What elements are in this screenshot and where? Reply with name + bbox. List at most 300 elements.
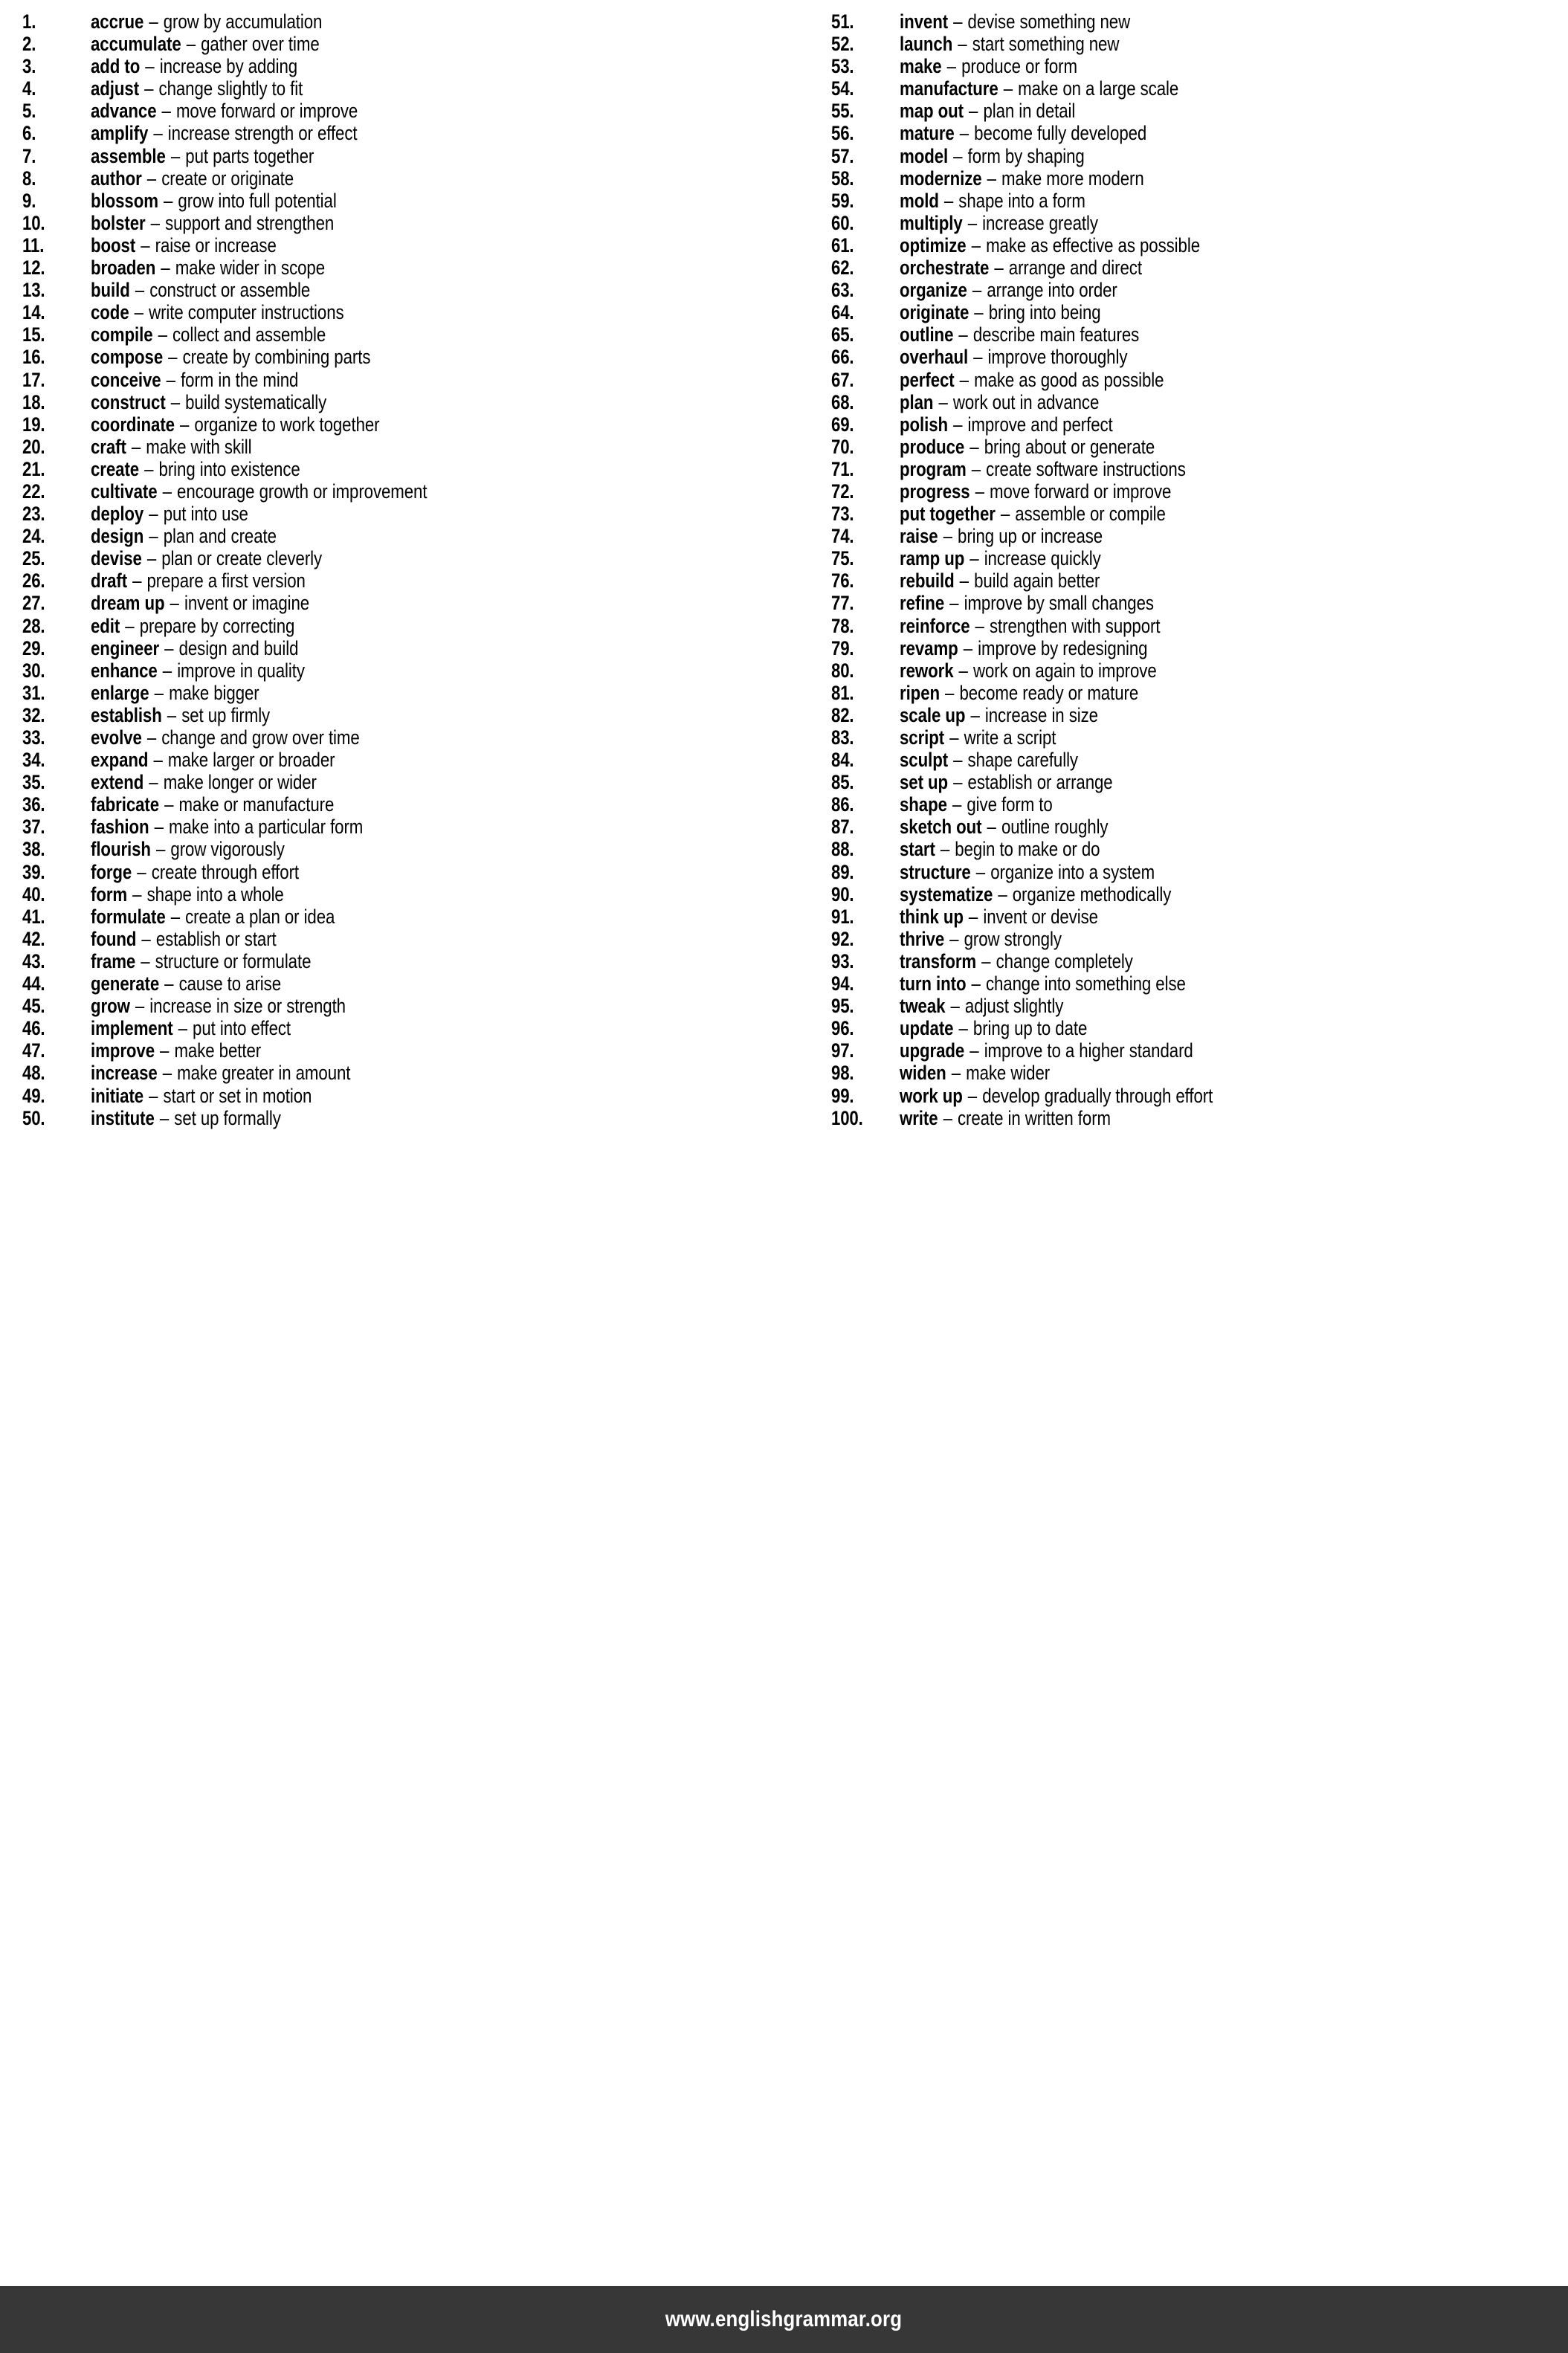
vocabulary-definition: write computer instructions bbox=[149, 301, 344, 324]
list-item-body bbox=[91, 77, 303, 100]
term-definition-separator: – bbox=[971, 233, 981, 256]
list-item-body bbox=[900, 525, 1103, 547]
list-item-body bbox=[91, 122, 357, 144]
vocabulary-definition: establish or start bbox=[155, 927, 277, 950]
list-item-body bbox=[900, 391, 1099, 413]
term-definition-separator: – bbox=[998, 882, 1007, 906]
list-item-body bbox=[900, 861, 1155, 883]
term-definition-separator: – bbox=[146, 726, 157, 749]
list-item-number: 49. bbox=[22, 1084, 45, 1107]
vocabulary-definition: produce or form bbox=[961, 55, 1077, 78]
list-item bbox=[22, 704, 788, 726]
list-item-number: 67. bbox=[831, 368, 854, 391]
list-item-body bbox=[91, 190, 337, 212]
term-definition-separator: – bbox=[132, 882, 142, 906]
list-item bbox=[831, 413, 1568, 436]
list-item-body bbox=[900, 995, 1063, 1017]
list-item bbox=[831, 704, 1568, 726]
vocabulary-term: revamp bbox=[900, 636, 958, 659]
term-definition-separator: – bbox=[953, 413, 963, 436]
list-item bbox=[22, 145, 788, 167]
list-item-number: 37. bbox=[22, 816, 45, 839]
vocabulary-term: build bbox=[91, 279, 130, 302]
vocabulary-definition: set up firmly bbox=[181, 703, 271, 726]
term-definition-separator: – bbox=[946, 55, 957, 78]
vocabulary-definition: increase strength or effect bbox=[167, 122, 358, 145]
list-item-body bbox=[91, 525, 277, 547]
list-item-body bbox=[91, 816, 363, 838]
list-item-body bbox=[91, 906, 335, 928]
term-definition-separator: – bbox=[949, 592, 959, 615]
term-definition-separator: – bbox=[973, 346, 983, 369]
list-item-body bbox=[900, 1107, 1111, 1129]
vocabulary-term: form bbox=[91, 882, 128, 906]
vocabulary-term: progress bbox=[900, 480, 970, 503]
list-item bbox=[22, 547, 788, 569]
term-definition-separator: – bbox=[178, 1017, 188, 1040]
term-definition-separator: – bbox=[146, 547, 157, 570]
list-item-number: 16. bbox=[22, 346, 45, 369]
list-item bbox=[831, 145, 1568, 167]
list-item-body bbox=[91, 346, 370, 368]
list-item bbox=[22, 569, 788, 592]
list-item-body bbox=[900, 234, 1200, 256]
vocabulary-term: blossom bbox=[91, 189, 158, 212]
list-item bbox=[831, 615, 1568, 637]
term-definition-separator: – bbox=[949, 726, 959, 749]
list-item-body bbox=[900, 10, 1130, 33]
term-definition-separator: – bbox=[170, 905, 181, 928]
list-item bbox=[22, 301, 788, 323]
list-item bbox=[831, 10, 1568, 33]
term-definition-separator: – bbox=[958, 659, 968, 682]
term-definition-separator: – bbox=[981, 949, 991, 972]
term-definition-separator: – bbox=[943, 1106, 952, 1129]
term-definition-separator: – bbox=[162, 1062, 172, 1085]
vocabulary-definition: encourage growth or improvement bbox=[177, 480, 428, 503]
term-definition-separator: – bbox=[161, 100, 171, 123]
term-definition-separator: – bbox=[132, 569, 142, 593]
vocabulary-definition: develop gradually through effort bbox=[982, 1084, 1213, 1107]
list-item-number: 11. bbox=[22, 233, 45, 256]
list-item-body bbox=[91, 1062, 350, 1084]
list-item bbox=[22, 346, 788, 368]
list-item bbox=[831, 995, 1568, 1017]
term-definition-separator: – bbox=[959, 569, 969, 593]
list-item-number: 84. bbox=[831, 749, 854, 772]
list-item bbox=[22, 816, 788, 838]
term-definition-separator: – bbox=[144, 77, 154, 100]
term-definition-separator: – bbox=[945, 681, 955, 704]
vocabulary-definition: support and strengthen bbox=[165, 211, 335, 234]
list-item-body bbox=[900, 346, 1127, 368]
term-definition-separator: – bbox=[150, 211, 161, 234]
list-item bbox=[831, 1107, 1568, 1129]
list-item-body bbox=[91, 838, 285, 860]
term-definition-separator: – bbox=[958, 323, 968, 346]
vocabulary-definition: collect and assemble bbox=[172, 323, 326, 346]
list-item-number: 46. bbox=[22, 1017, 45, 1040]
list-item-number: 31. bbox=[22, 681, 45, 704]
vocabulary-term: generate bbox=[91, 972, 160, 995]
term-definition-separator: – bbox=[952, 793, 962, 816]
list-item bbox=[831, 525, 1568, 547]
list-item bbox=[22, 436, 788, 458]
term-definition-separator: – bbox=[972, 279, 982, 302]
list-item-body bbox=[91, 861, 299, 883]
term-definition-separator: – bbox=[170, 144, 181, 167]
vocabulary-definition: describe main features bbox=[972, 323, 1140, 346]
list-item-number: 91. bbox=[831, 905, 854, 928]
list-item-number: 21. bbox=[22, 457, 45, 480]
vocabulary-term: polish bbox=[900, 413, 949, 436]
list-item-body bbox=[900, 682, 1138, 704]
list-item-body bbox=[91, 569, 306, 592]
list-item bbox=[22, 256, 788, 279]
vocabulary-definition: plan in detail bbox=[983, 100, 1076, 123]
vocabulary-definition: make into a particular form bbox=[169, 816, 364, 839]
vocabulary-definition: establish or arrange bbox=[967, 771, 1113, 794]
term-definition-separator: – bbox=[975, 860, 986, 883]
list-item-body bbox=[900, 480, 1171, 503]
list-item-number: 28. bbox=[22, 614, 45, 637]
vocabulary-term: improve bbox=[91, 1039, 155, 1062]
list-item-body bbox=[91, 212, 334, 234]
term-definition-separator: – bbox=[969, 435, 979, 458]
vocabulary-term: orchestrate bbox=[900, 256, 990, 280]
list-item bbox=[22, 1017, 788, 1039]
vocabulary-term: tweak bbox=[900, 995, 946, 1018]
list-item bbox=[22, 749, 788, 771]
vocabulary-term: enhance bbox=[91, 659, 158, 682]
vocabulary-definition: improve by small changes bbox=[964, 592, 1154, 615]
list-item-number: 4. bbox=[22, 77, 36, 100]
list-item-body bbox=[91, 749, 335, 771]
vocabulary-definition: put parts together bbox=[185, 144, 314, 167]
vocabulary-definition: create software instructions bbox=[986, 457, 1186, 480]
list-item-number: 93. bbox=[831, 949, 854, 972]
list-item bbox=[22, 234, 788, 256]
list-item-body bbox=[900, 323, 1139, 346]
vocabulary-definition: structure or formulate bbox=[155, 949, 312, 972]
vocabulary-definition: increase in size or strength bbox=[149, 995, 346, 1018]
list-item-number: 56. bbox=[831, 122, 854, 145]
list-item-number: 30. bbox=[22, 659, 45, 682]
term-definition-separator: – bbox=[134, 301, 144, 324]
vocabulary-term: ripen bbox=[900, 681, 941, 704]
list-item-number: 77. bbox=[831, 592, 854, 615]
vocabulary-term: expand bbox=[91, 749, 149, 772]
term-definition-separator: – bbox=[164, 636, 174, 659]
list-item bbox=[22, 637, 788, 659]
list-item bbox=[831, 436, 1568, 458]
list-item bbox=[831, 771, 1568, 793]
list-item-body bbox=[91, 726, 360, 749]
list-item-number: 92. bbox=[831, 927, 854, 950]
term-definition-separator: – bbox=[141, 949, 150, 972]
vocabulary-term: perfect bbox=[900, 368, 955, 391]
list-item bbox=[831, 212, 1568, 234]
vocabulary-term: write bbox=[900, 1106, 938, 1129]
list-item bbox=[22, 458, 788, 480]
list-item bbox=[831, 503, 1568, 525]
vocabulary-definition: put into use bbox=[163, 503, 248, 526]
term-definition-separator: – bbox=[963, 636, 973, 659]
vocabulary-term: accrue bbox=[91, 10, 144, 33]
list-item-number: 45. bbox=[22, 995, 45, 1018]
list-item bbox=[831, 122, 1568, 144]
list-item-body bbox=[91, 1017, 291, 1039]
list-item bbox=[831, 1017, 1568, 1039]
vocabulary-definition: make better bbox=[174, 1039, 262, 1062]
list-item-number: 2. bbox=[22, 33, 36, 56]
list-item bbox=[831, 167, 1568, 190]
vocabulary-term: modernize bbox=[900, 167, 982, 190]
vocabulary-definition: strengthen with support bbox=[989, 614, 1161, 637]
vocabulary-term: design bbox=[91, 525, 144, 548]
list-item-body bbox=[91, 323, 326, 346]
term-definition-separator: – bbox=[953, 144, 963, 167]
vocabulary-term: launch bbox=[900, 33, 953, 56]
list-item-body bbox=[91, 547, 322, 569]
vocabulary-term: thrive bbox=[900, 927, 945, 950]
term-definition-separator: – bbox=[149, 1084, 158, 1107]
vocabulary-term: turn into bbox=[900, 972, 967, 995]
list-item bbox=[831, 838, 1568, 860]
term-definition-separator: – bbox=[969, 1039, 979, 1062]
list-item-number: 50. bbox=[22, 1106, 45, 1129]
list-item bbox=[831, 234, 1568, 256]
list-item bbox=[831, 793, 1568, 816]
list-item-number: 38. bbox=[22, 838, 45, 861]
vocabulary-definition: make as good as possible bbox=[974, 368, 1164, 391]
vocabulary-definition: move forward or improve bbox=[175, 100, 358, 123]
vocabulary-term: upgrade bbox=[900, 1039, 965, 1062]
list-item-body bbox=[900, 771, 1113, 793]
vocabulary-term: assemble bbox=[91, 144, 166, 167]
list-item-number: 44. bbox=[22, 972, 45, 995]
vocabulary-term: forge bbox=[91, 860, 132, 883]
term-definition-separator: – bbox=[967, 211, 978, 234]
vocabulary-definition: start something new bbox=[972, 33, 1120, 56]
list-item bbox=[831, 861, 1568, 883]
list-item-number: 99. bbox=[831, 1084, 854, 1107]
list-item-number: 95. bbox=[831, 995, 854, 1018]
list-item-number: 53. bbox=[831, 55, 854, 78]
term-definition-separator: – bbox=[125, 614, 135, 637]
list-item-body bbox=[91, 10, 322, 33]
vocabulary-definition: make greater in amount bbox=[177, 1062, 351, 1085]
list-item-body bbox=[900, 436, 1155, 458]
vocabulary-definition: increase quickly bbox=[984, 547, 1101, 570]
list-item-body bbox=[900, 928, 1062, 950]
vocabulary-definition: move forward or improve bbox=[990, 480, 1172, 503]
list-item bbox=[22, 972, 788, 995]
list-item-body bbox=[900, 279, 1117, 301]
vocabulary-definition: increase greatly bbox=[982, 211, 1098, 234]
term-definition-separator: – bbox=[953, 771, 963, 794]
list-item-number: 63. bbox=[831, 279, 854, 302]
list-item-number: 79. bbox=[831, 636, 854, 659]
list-item-number: 97. bbox=[831, 1039, 854, 1062]
vocabulary-definition: bring about or generate bbox=[984, 435, 1155, 458]
term-definition-separator: – bbox=[162, 480, 172, 503]
list-item-body bbox=[91, 995, 346, 1017]
term-definition-separator: – bbox=[975, 480, 985, 503]
vocabulary-term: overhaul bbox=[900, 346, 969, 369]
list-item-body bbox=[900, 726, 1056, 749]
vocabulary-term: devise bbox=[91, 547, 142, 570]
list-item-body bbox=[91, 458, 300, 480]
list-item-number: 72. bbox=[831, 480, 854, 503]
vocabulary-term: advance bbox=[91, 100, 157, 123]
list-item bbox=[831, 256, 1568, 279]
list-item-body bbox=[900, 838, 1100, 860]
list-item-body bbox=[900, 659, 1157, 682]
list-item-body bbox=[91, 256, 325, 279]
list-item bbox=[22, 592, 788, 614]
list-item-body bbox=[91, 413, 380, 436]
vocabulary-definition: bring up or increase bbox=[958, 525, 1103, 548]
vocabulary-term: author bbox=[91, 167, 142, 190]
term-definition-separator: – bbox=[959, 368, 969, 391]
list-item-body bbox=[91, 167, 294, 190]
term-definition-separator: – bbox=[164, 793, 174, 816]
vocabulary-definition: build again better bbox=[974, 569, 1100, 593]
vocabulary-definition: grow by accumulation bbox=[163, 10, 323, 33]
list-item-body bbox=[91, 928, 277, 950]
list-item bbox=[22, 167, 788, 190]
vocabulary-term: manufacture bbox=[900, 77, 998, 100]
vocabulary-term: add to bbox=[91, 55, 141, 78]
vocabulary-definition: plan or create cleverly bbox=[161, 547, 323, 570]
vocabulary-definition: devise something new bbox=[967, 10, 1131, 33]
list-item-number: 90. bbox=[831, 882, 854, 906]
vocabulary-definition: change and grow over time bbox=[161, 726, 360, 749]
list-item-body bbox=[91, 55, 297, 77]
vocabulary-definition: bring into existence bbox=[158, 457, 300, 480]
list-item-number: 73. bbox=[831, 503, 854, 526]
list-item-number: 65. bbox=[831, 323, 854, 346]
list-item-body bbox=[91, 145, 314, 167]
list-item-number: 71. bbox=[831, 457, 854, 480]
word-list-column-left bbox=[0, 0, 788, 1129]
term-definition-separator: – bbox=[153, 749, 163, 772]
term-definition-separator: – bbox=[161, 256, 170, 280]
list-item-body bbox=[91, 369, 298, 391]
list-item-body bbox=[900, 1017, 1087, 1039]
list-item-body bbox=[900, 1062, 1050, 1084]
list-item bbox=[831, 458, 1568, 480]
list-item-number: 96. bbox=[831, 1017, 854, 1040]
list-item-body bbox=[91, 972, 281, 995]
vocabulary-definition: create a plan or idea bbox=[185, 905, 335, 928]
term-definition-separator: – bbox=[158, 323, 167, 346]
website-url: www.englishgrammar.org bbox=[665, 2307, 903, 2331]
vocabulary-term: accumulate bbox=[91, 33, 181, 56]
vocabulary-definition: begin to make or do bbox=[955, 838, 1100, 861]
list-item-body bbox=[900, 749, 1078, 771]
list-item bbox=[831, 906, 1568, 928]
list-item bbox=[831, 682, 1568, 704]
list-item bbox=[22, 928, 788, 950]
list-item bbox=[831, 100, 1568, 122]
list-item-number: 13. bbox=[22, 279, 45, 302]
list-item-number: 25. bbox=[22, 547, 45, 570]
list-item bbox=[831, 816, 1568, 838]
term-definition-separator: – bbox=[164, 972, 174, 995]
list-item bbox=[831, 726, 1568, 749]
list-item-number: 48. bbox=[22, 1062, 45, 1085]
term-definition-separator: – bbox=[949, 927, 959, 950]
list-item-body bbox=[900, 167, 1144, 190]
list-item-body bbox=[91, 480, 427, 503]
term-definition-separator: – bbox=[149, 503, 158, 526]
vocabulary-term: implement bbox=[91, 1017, 173, 1040]
vocabulary-definition: make with skill bbox=[146, 435, 252, 458]
vocabulary-term: mature bbox=[900, 122, 955, 145]
term-definition-separator: – bbox=[179, 413, 190, 436]
list-item-body bbox=[91, 659, 305, 682]
vocabulary-term: refine bbox=[900, 592, 945, 615]
list-item-body bbox=[900, 950, 1133, 972]
list-item-number: 64. bbox=[831, 301, 854, 324]
list-item-number: 20. bbox=[22, 435, 45, 458]
vocabulary-definition: change completely bbox=[996, 949, 1133, 972]
list-item-number: 9. bbox=[22, 189, 36, 212]
list-item-number: 22. bbox=[22, 480, 45, 503]
term-definition-separator: – bbox=[146, 167, 157, 190]
list-item-number: 19. bbox=[22, 413, 45, 436]
vocabulary-definition: adjust slightly bbox=[964, 995, 1064, 1018]
list-item-number: 70. bbox=[831, 435, 854, 458]
list-item-body bbox=[900, 100, 1075, 122]
list-item-number: 35. bbox=[22, 771, 45, 794]
list-item bbox=[831, 33, 1568, 55]
vocabulary-definition: raise or increase bbox=[155, 233, 277, 256]
vocabulary-definition: improve in quality bbox=[177, 659, 305, 682]
list-item-number: 89. bbox=[831, 860, 854, 883]
vocabulary-term: map out bbox=[900, 100, 964, 123]
list-item-body bbox=[900, 704, 1098, 726]
list-item-body bbox=[900, 637, 1147, 659]
list-item-number: 69. bbox=[831, 413, 854, 436]
term-definition-separator: – bbox=[131, 435, 141, 458]
list-item bbox=[831, 346, 1568, 368]
term-definition-separator: – bbox=[166, 368, 176, 391]
term-definition-separator: – bbox=[943, 189, 954, 212]
list-item bbox=[22, 413, 788, 436]
term-definition-separator: – bbox=[160, 1039, 170, 1062]
vocabulary-term: outline bbox=[900, 323, 954, 346]
list-item-body bbox=[91, 950, 311, 972]
vocabulary-term: think up bbox=[900, 905, 964, 928]
list-item-body bbox=[91, 615, 294, 637]
term-definition-separator: – bbox=[153, 122, 163, 145]
vocabulary-term: conceive bbox=[91, 368, 161, 391]
list-item-number: 83. bbox=[831, 726, 854, 749]
vocabulary-definition: change slightly to fit bbox=[158, 77, 303, 100]
list-item-body bbox=[91, 704, 270, 726]
list-item bbox=[831, 928, 1568, 950]
list-item-body bbox=[900, 547, 1101, 569]
list-item bbox=[22, 212, 788, 234]
term-definition-separator: – bbox=[950, 995, 960, 1018]
list-item-number: 29. bbox=[22, 636, 45, 659]
list-item bbox=[831, 659, 1568, 682]
list-item bbox=[831, 369, 1568, 391]
list-item-number: 74. bbox=[831, 525, 854, 548]
